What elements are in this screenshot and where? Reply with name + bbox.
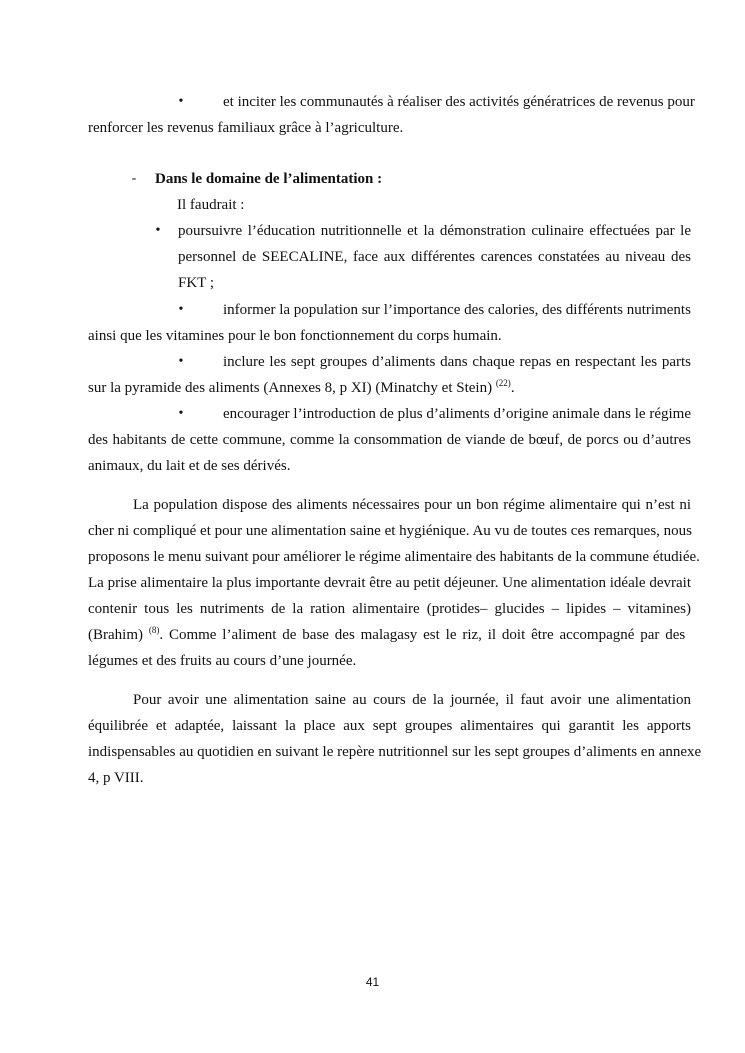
page-number: 41 (365, 975, 380, 989)
text-line: ainsi que les vitamines pour le bon fonctionnement du corps humain. (88, 328, 502, 344)
text-line: inclure les sept groupes d’aliments dans chaque repas en respectant les parts (223, 354, 691, 370)
bullet-icon: • (178, 302, 184, 317)
dash-icon: - (131, 171, 137, 186)
bullet-icon: • (178, 354, 184, 369)
bullet-icon: • (178, 406, 184, 421)
text-line: informer la population sur l’importance des calories, des différents nutriments (223, 302, 691, 318)
text-line: proposons le menu suivant pour améliorer le régime alimentaire des habitants de la commune étudiée. (88, 549, 700, 565)
section-heading: Dans le domaine de l’alimentation : (155, 171, 383, 187)
bullet-icon: • (155, 223, 161, 238)
text-line (88, 625, 691, 645)
text-segment: . (510, 380, 515, 396)
text-line (88, 378, 691, 398)
text-line: équilibrée et adaptée, laissant la place aux sept groupes alimentaires qui garantit les apports (88, 718, 691, 734)
text-line: La population dispose des aliments nécessaires pour un bon régime alimentaire qui n’est ni (133, 497, 691, 513)
text-line: encourager l’introduction de plus d’aliments d’origine animale dans le régime (223, 406, 691, 422)
section-intro: Il faudrait : (177, 197, 245, 213)
text-segment: sur la pyramide des aliments (Annexes 8, p XI) (Minatchy et Stein) (88, 380, 496, 396)
citation-ref: (22) (495, 378, 511, 388)
text-line: contenir tous les nutriments de la ration alimentaire (protides– glucides – lipides – vitamines) (88, 601, 691, 617)
text-line: personnel de SEECALINE, face aux différentes carences constatées au niveau des (178, 249, 691, 265)
text-line: et inciter les communautés à réaliser des activités génératrices de revenus pour (223, 94, 695, 110)
text-line: Pour avoir une alimentation saine au cours de la journée, il faut avoir une alimentation (133, 692, 691, 708)
text-line: La prise alimentaire la plus importante devrait être au petit déjeuner. Une alimentation idéale devrait (88, 575, 691, 591)
bullet-icon: • (178, 94, 184, 109)
text-line: renforcer les revenus familiaux grâce à l’agriculture. (88, 120, 404, 136)
text-line: animaux, du lait et de ses dérivés. (88, 458, 291, 474)
text-line: 4, p VIII. (88, 770, 144, 786)
text-line: des habitants de cette commune, comme la consommation de viande de bœuf, de porcs ou d’autres (88, 432, 691, 448)
text-line: FKT ; (178, 275, 214, 291)
text-segment: (Brahim) (88, 627, 149, 643)
text-line: poursuivre l’éducation nutritionnelle et la démonstration culinaire effectuées par le (178, 223, 691, 239)
citation-ref: (8) (148, 625, 160, 635)
text-segment: . Comme l’aliment de base des malagasy est le riz, il doit être accompagné par des (159, 627, 686, 643)
text-line: indispensables au quotidien en suivant le repère nutritionnel sur les sept groupes d’aliments en annexe (88, 744, 702, 760)
text-line: cher ni compliqué et pour une alimentation saine et hygiénique. Au vu de toutes ces remarques, nous (88, 523, 692, 539)
text-line: légumes et des fruits au cours d’une journée. (88, 653, 357, 669)
